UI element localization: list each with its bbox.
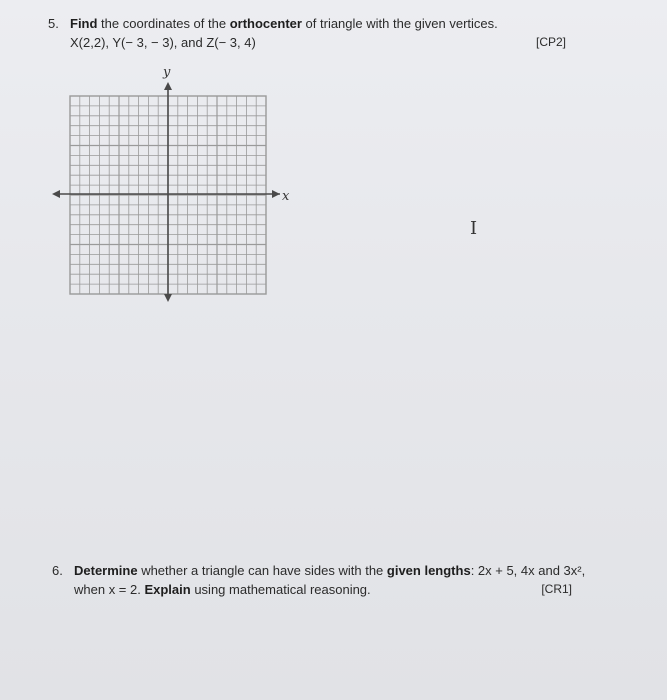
x-axis-arrow-left bbox=[52, 190, 60, 198]
y-axis-arrow-down bbox=[164, 294, 172, 302]
question-prompt: Determine whether a triangle can have sides with the given lengths: 2x + 5, 4x and 3x², bbox=[74, 563, 586, 578]
coordinate-grid bbox=[50, 60, 300, 310]
instruction-verb: Find bbox=[70, 16, 98, 31]
standard-code: [CP2] bbox=[535, 35, 566, 49]
instruction-verb: Determine bbox=[74, 563, 138, 578]
y-axis-arrow-up bbox=[164, 82, 172, 90]
y-axis-label: y bbox=[163, 65, 171, 80]
question-number: 5. bbox=[48, 16, 59, 31]
question-5 bbox=[48, 14, 588, 52]
vertices-list: X(2,2), Y(− 3, − 3), and Z(− 3, 4) bbox=[70, 35, 256, 50]
question-prompt-line2: when x = 2. Explain using mathematical reasoning. bbox=[74, 582, 371, 597]
text-cursor-icon: I bbox=[470, 218, 478, 239]
question-number: 6. bbox=[52, 563, 63, 578]
x-axis-label: x bbox=[282, 189, 290, 204]
x-axis-arrow-right bbox=[272, 190, 280, 198]
instruction-verb-2: Explain bbox=[144, 582, 191, 597]
key-term: given lengths bbox=[386, 563, 471, 578]
question-6 bbox=[52, 561, 612, 599]
key-term: orthocenter bbox=[229, 16, 302, 31]
standard-code: [CR1] bbox=[541, 582, 572, 596]
question-prompt: Find the coordinates of the orthocenter of triangle with the given vertices. bbox=[70, 16, 498, 31]
